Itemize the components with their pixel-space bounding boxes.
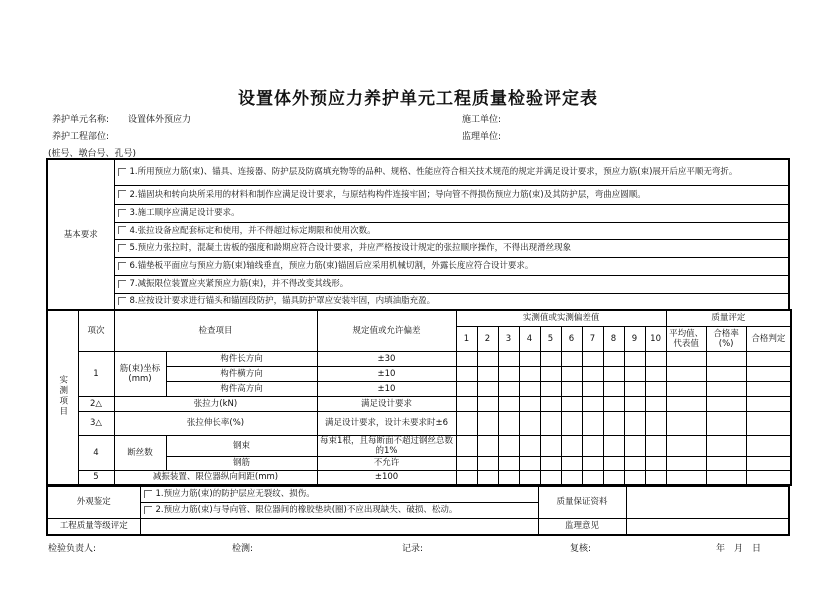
header-spec: 规定值或允许偏差 xyxy=(317,310,456,351)
test-label: 检测: xyxy=(232,544,254,554)
grade-label: 工程质量等级评定 xyxy=(47,518,140,535)
value-cell[interactable] xyxy=(746,381,791,396)
value-cell[interactable] xyxy=(519,351,540,366)
appearance-item[interactable]: 2.预应力筋(束)与导向管、限位器间的橡胶垫块(圈)不应出现缺失、破损、松动。 xyxy=(140,502,538,518)
value-cell[interactable] xyxy=(706,366,746,381)
checkbox-icon[interactable] xyxy=(144,506,152,514)
header-values: 实测值或实测偏差值 xyxy=(456,310,666,326)
basic-requirement-item[interactable]: 5.预应力张拉时，混凝土齿板的强度和龄期应符合设计要求，并应严格按设计规定的张拉顺序操作，不得出现滑丝现象 xyxy=(114,239,789,257)
row-item: 构件横方向 xyxy=(166,366,317,381)
value-cell[interactable] xyxy=(706,396,746,411)
supervision-unit-label: 监理单位: xyxy=(462,132,502,142)
value-cell[interactable] xyxy=(706,470,746,485)
value-cell[interactable] xyxy=(477,411,498,435)
value-cell[interactable] xyxy=(477,366,498,381)
value-cell[interactable] xyxy=(746,456,791,470)
row-spec: 每束1根，且每断面不超过钢丝总数的1% xyxy=(317,435,456,456)
value-cell[interactable] xyxy=(561,396,582,411)
value-cell[interactable] xyxy=(456,351,477,366)
basic-requirements-table xyxy=(46,158,790,311)
row-group: 断丝数 xyxy=(114,435,166,470)
basic-requirement-item[interactable]: 7.减振限位装置应夹紧预应力筋(束)，并不得改变其线形。 xyxy=(114,275,789,293)
row-item: 钢筋 xyxy=(166,456,317,470)
value-cell[interactable] xyxy=(477,351,498,366)
value-cell[interactable] xyxy=(746,351,791,366)
opinion-value[interactable] xyxy=(626,518,789,535)
header-item: 检查项目 xyxy=(114,310,317,351)
value-cell[interactable] xyxy=(498,435,519,456)
value-cell[interactable] xyxy=(645,366,666,381)
value-cell[interactable] xyxy=(746,411,791,435)
value-cell[interactable] xyxy=(624,456,645,470)
header-col: 10 xyxy=(645,326,666,351)
value-cell[interactable] xyxy=(498,411,519,435)
value-cell[interactable] xyxy=(706,351,746,366)
checkbox-icon[interactable] xyxy=(118,168,126,176)
header-col: 4 xyxy=(519,326,540,351)
value-cell[interactable] xyxy=(706,456,746,470)
row-no: 1 xyxy=(78,351,114,396)
header-judge: 合格判定 xyxy=(746,326,791,351)
row-spec: ±10 xyxy=(317,381,456,396)
unit-name-value: 设置体外预应力 xyxy=(128,115,192,125)
value-cell[interactable] xyxy=(746,470,791,485)
header-col: 5 xyxy=(540,326,561,351)
value-cell[interactable] xyxy=(456,396,477,411)
value-cell[interactable] xyxy=(706,435,746,456)
value-cell[interactable] xyxy=(498,396,519,411)
value-cell[interactable] xyxy=(603,411,624,435)
row-item: 减振装置、限位器纵向间距(mm) xyxy=(114,470,317,485)
value-cell[interactable] xyxy=(746,435,791,456)
value-cell[interactable] xyxy=(624,366,645,381)
value-cell[interactable] xyxy=(519,456,540,470)
value-cell[interactable] xyxy=(540,381,561,396)
header-no: 项次 xyxy=(78,310,114,351)
value-cell[interactable] xyxy=(477,381,498,396)
value-cell[interactable] xyxy=(582,396,603,411)
inspector-label: 检验负责人: xyxy=(48,544,97,554)
header-col: 2 xyxy=(477,326,498,351)
value-cell[interactable] xyxy=(582,411,603,435)
value-cell[interactable] xyxy=(603,366,624,381)
value-cell[interactable] xyxy=(582,351,603,366)
value-cell[interactable] xyxy=(498,470,519,485)
measured-items-table xyxy=(46,309,792,486)
row-spec: ±100 xyxy=(317,470,456,485)
value-cell[interactable] xyxy=(498,351,519,366)
basic-requirement-item[interactable]: 6.锚垫板平面应与预应力筋(束)轴线垂直，预应力筋(束)锚固后应采用机械切割，外露长度应符合设计要求。 xyxy=(114,257,789,275)
value-cell[interactable] xyxy=(561,456,582,470)
checkbox-icon[interactable] xyxy=(118,297,126,305)
row-no: 5 xyxy=(78,470,114,485)
value-cell[interactable] xyxy=(603,470,624,485)
basic-requirement-item[interactable]: 3.施工顺序应满足设计要求。 xyxy=(114,204,789,222)
header-col: 8 xyxy=(603,326,624,351)
value-cell[interactable] xyxy=(645,411,666,435)
value-cell[interactable] xyxy=(519,396,540,411)
checkbox-icon[interactable] xyxy=(118,244,126,252)
value-cell[interactable] xyxy=(498,366,519,381)
value-cell[interactable] xyxy=(603,351,624,366)
value-cell[interactable] xyxy=(561,470,582,485)
header-col: 9 xyxy=(624,326,645,351)
row-item: 构件高方向 xyxy=(166,381,317,396)
header-rate: 合格率(%) xyxy=(706,326,746,351)
page-title: 设置体外预应力养护单元工程质量检验评定表 xyxy=(238,89,598,109)
row-item: 张拉伸长率(%) xyxy=(114,411,317,435)
value-cell[interactable] xyxy=(519,411,540,435)
value-cell[interactable] xyxy=(540,435,561,456)
value-cell[interactable] xyxy=(456,366,477,381)
row-no: 4 xyxy=(78,435,114,470)
value-cell[interactable] xyxy=(561,381,582,396)
value-cell[interactable] xyxy=(666,366,706,381)
date-label: 年 月 日 xyxy=(716,544,762,554)
value-cell[interactable] xyxy=(540,366,561,381)
row-spec: ±10 xyxy=(317,366,456,381)
value-cell[interactable] xyxy=(498,381,519,396)
value-cell[interactable] xyxy=(706,411,746,435)
row-spec: 不允许 xyxy=(317,456,456,470)
header-col: 6 xyxy=(561,326,582,351)
header-avg: 平均值、代表值 xyxy=(666,326,706,351)
appearance-label: 外观鉴定 xyxy=(47,486,140,518)
value-cell[interactable] xyxy=(666,351,706,366)
value-cell[interactable] xyxy=(645,456,666,470)
value-cell[interactable] xyxy=(645,435,666,456)
value-cell[interactable] xyxy=(645,381,666,396)
value-cell[interactable] xyxy=(477,470,498,485)
value-cell[interactable] xyxy=(561,411,582,435)
review-label: 复核: xyxy=(570,544,592,554)
value-cell[interactable] xyxy=(666,456,706,470)
value-cell[interactable] xyxy=(624,351,645,366)
value-cell[interactable] xyxy=(519,470,540,485)
value-cell[interactable] xyxy=(746,396,791,411)
pile-label: (桩号、墩台号、孔号) xyxy=(48,149,137,159)
qa-label: 质量保证资料 xyxy=(538,486,626,518)
basic-requirement-item[interactable]: 1.所用预应力筋(束)、锚具、连接器、防护层及防腐填充物等的品种、规格、性能应符合相关技术规范的规定并满足设计要求，预应力筋(束)展开后应平顺无弯折。 xyxy=(114,159,789,185)
row-item: 张拉力(kN) xyxy=(114,396,317,411)
basic-requirement-item[interactable]: 8.应按设计要求进行锚头和锚固段防护，锚具防护罩应安装牢固，内填油脂充盈。 xyxy=(114,293,789,310)
basic-requirement-item[interactable]: 2.锚固块和转向块所采用的材料和制作应满足设计要求，与原结构构件连接牢固；导向管不得损伤预应力筋(束)及其防护层，弯曲应圆顺。 xyxy=(114,185,789,204)
header-col: 3 xyxy=(498,326,519,351)
value-cell[interactable] xyxy=(582,381,603,396)
value-cell[interactable] xyxy=(477,456,498,470)
value-cell[interactable] xyxy=(645,470,666,485)
checkbox-icon[interactable] xyxy=(118,262,126,270)
appearance-item[interactable]: 1.预应力筋(束)的防护层应无裂纹、损伤。 xyxy=(140,486,538,502)
row-spec: ±30 xyxy=(317,351,456,366)
value-cell[interactable] xyxy=(624,381,645,396)
unit-name-label: 养护单元名称: xyxy=(52,115,110,125)
value-cell[interactable] xyxy=(540,411,561,435)
value-cell[interactable] xyxy=(456,456,477,470)
value-cell[interactable] xyxy=(624,396,645,411)
value-cell[interactable] xyxy=(456,470,477,485)
value-cell[interactable] xyxy=(498,456,519,470)
value-cell[interactable] xyxy=(624,411,645,435)
value-cell[interactable] xyxy=(603,381,624,396)
value-cell[interactable] xyxy=(603,435,624,456)
project-part-label: 养护工程部位: xyxy=(52,132,110,142)
value-cell[interactable] xyxy=(624,470,645,485)
grade-value[interactable] xyxy=(140,518,538,535)
value-cell[interactable] xyxy=(603,396,624,411)
value-cell[interactable] xyxy=(666,411,706,435)
measured-section-label: 实测项目 xyxy=(47,310,78,485)
header-quality: 质量评定 xyxy=(666,310,791,326)
value-cell[interactable] xyxy=(456,435,477,456)
value-cell[interactable] xyxy=(519,435,540,456)
value-cell[interactable] xyxy=(666,381,706,396)
value-cell[interactable] xyxy=(540,470,561,485)
value-cell[interactable] xyxy=(582,435,603,456)
header-col: 7 xyxy=(582,326,603,351)
row-no: 2△ xyxy=(78,396,114,411)
opinion-label: 监理意见 xyxy=(538,518,626,535)
row-item: 构件长方向 xyxy=(166,351,317,366)
value-cell[interactable] xyxy=(561,435,582,456)
checkbox-icon[interactable] xyxy=(118,280,126,288)
value-cell[interactable] xyxy=(582,366,603,381)
value-cell[interactable] xyxy=(540,396,561,411)
row-spec: 满足设计要求，设计未要求时±6 xyxy=(317,411,456,435)
value-cell[interactable] xyxy=(666,470,706,485)
value-cell[interactable] xyxy=(645,351,666,366)
value-cell[interactable] xyxy=(477,435,498,456)
value-cell[interactable] xyxy=(519,366,540,381)
row-spec: 满足设计要求 xyxy=(317,396,456,411)
value-cell[interactable] xyxy=(540,351,561,366)
value-cell[interactable] xyxy=(561,351,582,366)
basic-requirements-label: 基本要求 xyxy=(47,159,114,310)
checkbox-icon[interactable] xyxy=(144,490,152,498)
value-cell[interactable] xyxy=(582,470,603,485)
value-cell[interactable] xyxy=(582,456,603,470)
value-cell[interactable] xyxy=(645,396,666,411)
value-cell[interactable] xyxy=(666,435,706,456)
basic-requirement-item[interactable]: 4.张拉设备应配套标定和使用，并不得超过标定期限和使用次数。 xyxy=(114,222,789,239)
value-cell[interactable] xyxy=(477,396,498,411)
qa-value[interactable] xyxy=(626,486,789,518)
value-cell[interactable] xyxy=(603,456,624,470)
checkbox-icon[interactable] xyxy=(118,209,126,217)
value-cell[interactable] xyxy=(540,456,561,470)
value-cell[interactable] xyxy=(519,381,540,396)
row-item: 钢束 xyxy=(166,435,317,456)
header-col: 1 xyxy=(456,326,477,351)
row-no: 3△ xyxy=(78,411,114,435)
row-group: 筋(束)坐标(mm) xyxy=(114,351,166,396)
checkbox-icon[interactable] xyxy=(118,190,126,198)
value-cell[interactable] xyxy=(456,381,477,396)
value-cell[interactable] xyxy=(746,366,791,381)
value-cell[interactable] xyxy=(561,366,582,381)
value-cell[interactable] xyxy=(706,381,746,396)
construction-unit-label: 施工单位: xyxy=(462,115,502,125)
checkbox-icon[interactable] xyxy=(118,226,126,234)
value-cell[interactable] xyxy=(666,396,706,411)
value-cell[interactable] xyxy=(624,435,645,456)
record-label: 记录: xyxy=(402,544,424,554)
value-cell[interactable] xyxy=(456,411,477,435)
appearance-table xyxy=(46,485,790,536)
